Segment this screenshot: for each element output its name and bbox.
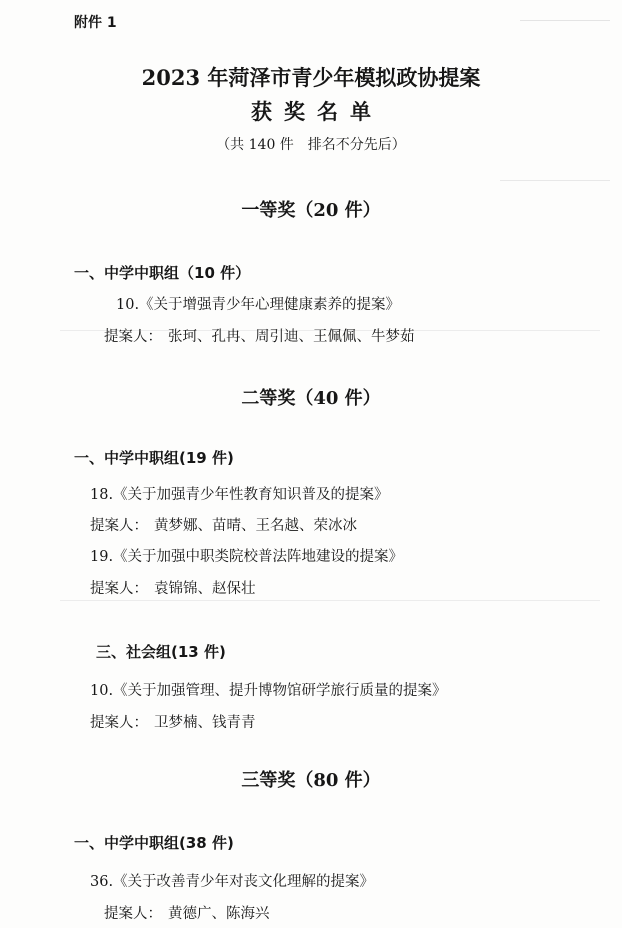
proposer-line — [104, 325, 415, 346]
proposer-line — [104, 902, 270, 923]
prize-heading-second: 二等奖（40 件） — [241, 388, 381, 409]
proposal-title: 10.《关于加强管理、提升博物馆研学旅行质量的提案》 — [90, 683, 447, 699]
show-through-mark — [500, 180, 610, 191]
proposer-line — [90, 711, 256, 732]
proposer-names: 黄德广、陈海兴 — [168, 906, 270, 922]
proposer-label: 提案人： — [104, 329, 162, 345]
proposal-title: 36.《关于改善青少年对丧文化理解的提案》 — [90, 874, 375, 890]
proposer-line — [90, 514, 357, 535]
proposer-names: 袁锦锦、赵保壮 — [154, 581, 256, 597]
group-heading: 一、中学中职组(19 件) — [74, 449, 234, 467]
document-title-line2: 获奖名单 — [251, 99, 383, 124]
proposer-names: 黄梦娜、苗晴、王名越、荣冰冰 — [154, 518, 357, 534]
group-heading: 三、社会组(13 件) — [96, 643, 226, 661]
attachment-label: 附件 1 — [74, 15, 117, 31]
proposer-names: 张珂、孔冉、周引迪、王佩佩、牛梦茹 — [168, 329, 415, 345]
prize-heading-first: 一等奖（20 件） — [241, 200, 381, 221]
show-through-mark — [60, 600, 600, 611]
proposer-label: 提案人： — [90, 581, 148, 597]
document-title: 2023 年菏泽市青少年模拟政协提案 — [141, 65, 481, 90]
group-heading: 一、中学中职组（10 件） — [74, 264, 251, 282]
document-subtitle: （共 140 件 排名不分先后） — [216, 137, 406, 153]
group-heading: 一、中学中职组(38 件) — [74, 834, 234, 852]
proposer-label: 提案人： — [90, 715, 148, 731]
proposer-line — [90, 577, 256, 598]
proposal-title: 10.《关于增强青少年心理健康素养的提案》 — [116, 297, 401, 313]
prize-heading-third: 三等奖（80 件） — [241, 770, 381, 791]
proposer-label: 提案人： — [104, 906, 162, 922]
proposal-title: 19.《关于加强中职类院校普法阵地建设的提案》 — [90, 549, 404, 565]
proposer-label: 提案人： — [90, 518, 148, 534]
proposal-title: 18.《关于加强青少年性教育知识普及的提案》 — [90, 487, 389, 503]
proposer-names: 卫梦楠、钱青青 — [154, 715, 256, 731]
show-through-mark — [520, 20, 610, 31]
